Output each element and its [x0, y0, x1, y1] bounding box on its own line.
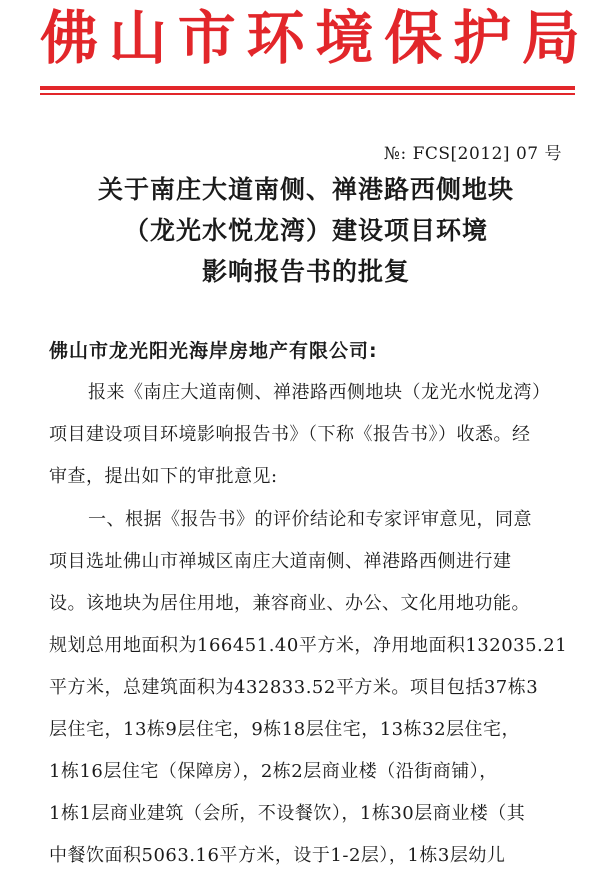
- document-title-line-2: （龙光水悦龙湾）建设项目环境: [123, 216, 488, 245]
- letterhead-char: 保: [384, 4, 443, 72]
- addressee: 佛山市龙光阳光海岸房地产有限公司:: [49, 340, 378, 362]
- document-title-line-3: 影响报告书的批复: [201, 257, 410, 286]
- letterhead-char: 护: [453, 4, 512, 72]
- letterhead-rule-thick: [40, 86, 575, 90]
- document-title-line-1: 关于南庄大道南侧、禅港路西侧地块: [97, 175, 514, 204]
- body-line: 层住宅，13栋9层住宅，9栋18层住宅，13栋32层住宅，: [49, 719, 521, 740]
- body-line: 项目建设项目环境影响报告书》（下称《报告书》）收悉。经: [49, 424, 531, 445]
- letterhead-char: 境: [315, 4, 374, 72]
- body-line: 平方米，总建筑面积为432833.52平方米。项目包括37栋3: [49, 677, 539, 698]
- body-line: 一、根据《报告书》的评价结论和专家评审意见，同意: [88, 509, 532, 530]
- letterhead-title: [40, 2, 580, 74]
- body-line: 1栋1层商业建筑（会所，不设餐饮），1栋30层商业楼（其: [49, 803, 526, 824]
- body-line: 1栋16层住宅（保障房），2栋2层商业楼（沿街商铺），: [49, 761, 498, 782]
- body-line: 项目选址佛山市禅城区南庄大道南侧、禅港路西侧进行建: [49, 551, 512, 572]
- body-line: 设。该地块为居住用地，兼容商业、办公、文化用地功能。: [49, 593, 530, 614]
- body-line: 报来《南庄大道南侧、禅港路西侧地块（龙光水悦龙湾）: [88, 382, 551, 403]
- body-line: 中餐饮面积5063.16平方米，设于1-2层），1栋3层幼儿: [49, 845, 506, 866]
- body-line: 规划总用地面积为166451.40平方米，净用地面积132035.21: [49, 635, 568, 656]
- letterhead-char: 环: [246, 4, 305, 72]
- letterhead-char: 佛: [40, 4, 99, 72]
- letterhead-rule-thin: [40, 93, 575, 95]
- letterhead-char: 山: [108, 4, 167, 72]
- letterhead-char: 市: [177, 4, 236, 72]
- document-number: №: FCS[2012] 07 号: [383, 144, 562, 164]
- body-line: 审查，提出如下的审批意见:: [49, 466, 278, 487]
- letterhead-char: 局: [521, 4, 580, 72]
